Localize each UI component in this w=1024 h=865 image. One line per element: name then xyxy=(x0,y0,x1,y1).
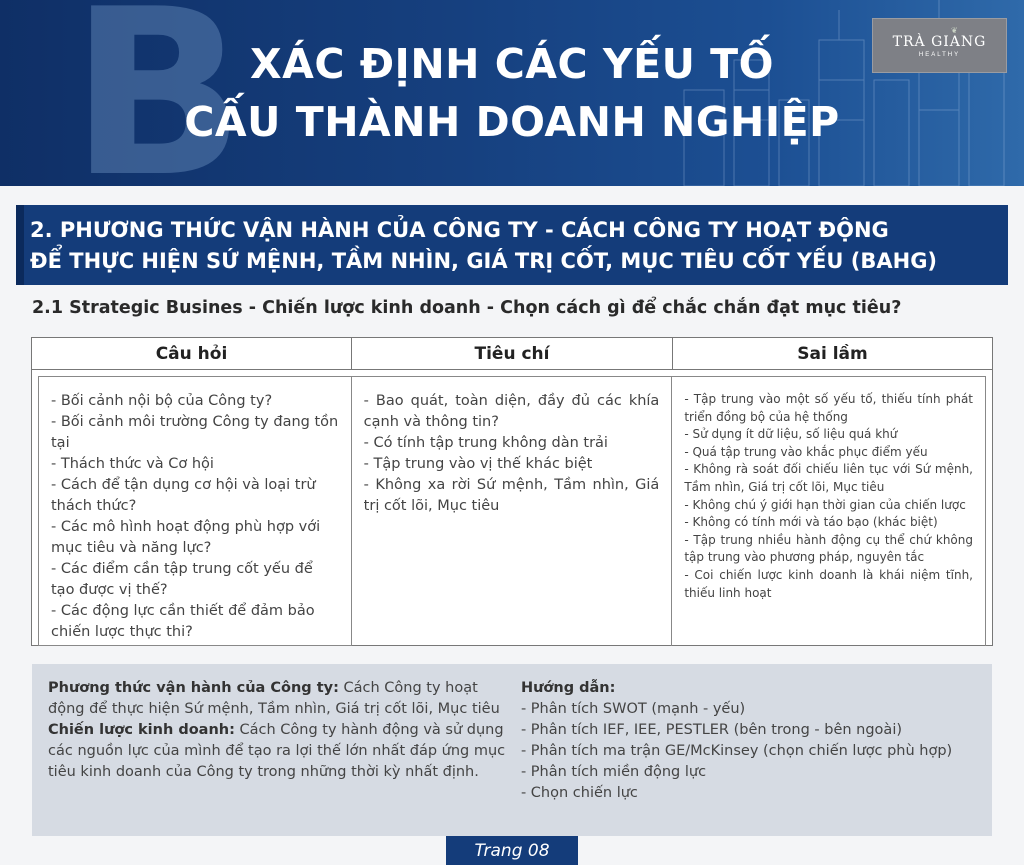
list-item: - Phân tích SWOT (mạnh - yếu) xyxy=(520,701,746,717)
list-item: - Các điểm cần tập trung cốt yếu để tạo được vị thế? xyxy=(51,561,313,598)
list-item: - Có tính tập trung không dàn trải xyxy=(363,435,608,451)
logo-sub-text: HEALTHY xyxy=(918,51,961,58)
page-title-line1: XÁC ĐỊNH CÁC YẾU TỐ xyxy=(250,40,774,88)
list-item: - Không có tính mới và táo bạo (khác biệt) xyxy=(684,515,938,530)
header-questions: Câu hỏi xyxy=(32,338,352,369)
list-item: - Không xa rời Sứ mệnh, Tầm nhìn, Giá trị cốt lõi, Mục tiêu xyxy=(363,477,660,514)
list-item: - Tập trung vào một số yếu tố, thiếu tính phát triển đồng bộ của hệ thống xyxy=(684,392,973,424)
header-mistakes: Sai lầm xyxy=(797,343,868,364)
definitions xyxy=(48,678,511,822)
list-item: - Tập trung vào vị thế khác biệt xyxy=(363,456,593,472)
header-banner xyxy=(0,0,1024,186)
list-item: - Sử dụng ít dữ liệu, số liệu quá khứ xyxy=(684,427,898,442)
list-item: - Cách để tận dụng cơ hội và loại trừ thách thức? xyxy=(51,477,316,514)
section-heading-line2: ĐỂ THỰC HIỆN SỨ MỆNH, TẦM NHÌN, GIÁ TRỊ CỐT, MỤC TIÊU CỐT YẾU (BAHG) xyxy=(30,249,938,273)
section-letter: B xyxy=(70,0,246,186)
list-item: - Không chú ý giới hạn thời gian của chiến lược xyxy=(684,497,966,512)
list-item: - Phân tích miền động lực xyxy=(520,764,707,780)
table-body-row xyxy=(38,376,986,645)
definition-operating-method: Phương thức vận hành của Công ty: Cách Công ty hoạt động để thực hiện Sứ mệnh, Tầm nhìn, Giá trị cốt lõi, Mục tiêu xyxy=(48,680,500,717)
list-item: - Các mô hình hoạt động phù hợp với mục tiêu và năng lực? xyxy=(51,519,321,556)
page-number: Trang 08 xyxy=(446,836,578,865)
logo-brand-text: TRÀ GIANG xyxy=(892,33,987,50)
list-item: - Tập trung nhiều hành động cụ thể chứ không tập trung vào phương pháp, nguyên tắc xyxy=(684,532,973,565)
leaf-icon: ❦ xyxy=(951,26,958,35)
list-item: - Không rà soát đối chiếu liên tục với Sứ mệnh, Tầm nhìn, Giá trị cốt lõi, Mục tiêu xyxy=(684,462,973,494)
subsection-heading: 2.1 Strategic Busines - Chiến lược kinh doanh - Chọn cách gì để chắc chắn đạt mục tiêu? xyxy=(32,298,902,318)
section-heading-line1: 2. PHƯƠNG THỨC VẬN HÀNH CỦA CÔNG TY - CÁCH CÔNG TY HOẠT ĐỘNG xyxy=(30,218,889,242)
section-accent-bar xyxy=(16,205,24,285)
guidelines-title: Hướng dẫn: xyxy=(520,680,616,696)
criteria-column xyxy=(352,377,673,646)
guidelines xyxy=(521,678,976,822)
list-item: - Bối cảnh môi trường Công ty đang tồn tại xyxy=(51,414,339,451)
list-item: - Coi chiến lược kinh doanh là khái niệm tĩnh, thiếu linh hoạt xyxy=(684,567,973,600)
list-item: - Quá tập trung vào khắc phục điểm yếu xyxy=(684,444,928,459)
strategy-table xyxy=(31,337,993,646)
list-item: - Các động lực cần thiết để đảm bảo chiến lược thực thi? xyxy=(51,603,315,640)
list-item: - Thách thức và Cơ hội xyxy=(51,456,214,472)
page-title-line2: CẤU THÀNH DOANH NGHIỆP xyxy=(184,98,840,146)
definition-business-strategy: Chiến lược kinh doanh: Cách Công ty hành động và sử dụng các nguồn lực của mình để tạo ra lợi thế lớn nhất đáp ứng mục tiêu kinh doanh của Công ty trong những thời kỳ nhất định. xyxy=(48,722,506,780)
header-criteria: Tiêu chí xyxy=(352,338,673,369)
list-item: - Bao quát, toàn diện, đầy đủ các khía cạnh và thông tin? xyxy=(363,393,660,430)
list-item: - Phân tích IEF, IEE, PESTLER (bên trong - bên ngoài) xyxy=(520,722,903,738)
list-item: - Chọn chiến lực xyxy=(520,785,638,801)
brand-logo xyxy=(872,18,1007,73)
list-item: - Phân tích ma trận GE/McKinsey (chọn chiến lược phù hợp) xyxy=(520,743,953,759)
questions-column xyxy=(38,377,352,646)
mistakes-column xyxy=(672,377,986,646)
summary-box xyxy=(32,664,992,836)
table-header-row xyxy=(32,338,992,370)
list-item: - Bối cảnh nội bộ của Công ty? xyxy=(51,393,273,409)
section-heading xyxy=(16,205,1008,285)
